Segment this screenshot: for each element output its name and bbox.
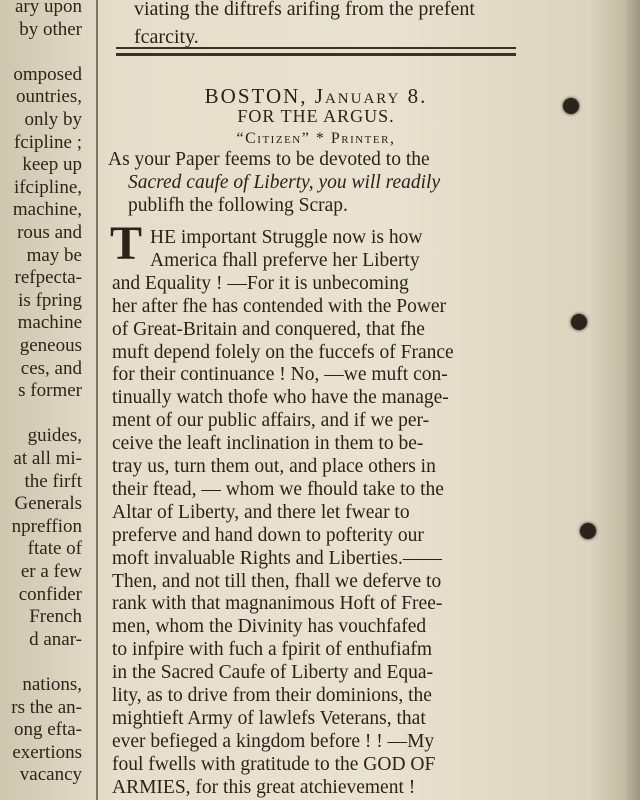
body-line: ment of our public affairs, and if we per- <box>112 410 430 432</box>
body-line: tinually watch thofe who have the manage- <box>112 387 449 409</box>
left-column-line: keep up <box>22 154 82 176</box>
intro-line-1: As your Paper feems to be devoted to the <box>108 149 430 170</box>
body-line: Altar of Liberty, and there let fwear to <box>112 501 410 523</box>
top-line-1: viating the diftrefs arifing from the prefent <box>134 0 475 20</box>
body-line: for their continuance ! No, —we muft con- <box>112 364 448 386</box>
left-column-line: ifcipline, <box>13 176 82 198</box>
left-column-line: npreffion <box>11 515 82 537</box>
left-column-line: Generals <box>14 493 82 515</box>
left-column-line: may be <box>26 244 82 266</box>
body-line: preferve and hand down to pofterity our <box>112 524 424 546</box>
left-column-line: French <box>29 606 82 628</box>
body-line: rank with that magnanimous Hoft of Free- <box>112 593 443 615</box>
left-column-line: nations, <box>22 674 82 695</box>
body-line: muft depend folely on the fuccefs of France <box>112 341 454 363</box>
page-edge-shadow <box>626 0 640 800</box>
left-column-line: er a few <box>20 561 82 582</box>
left-column-line: guides, <box>27 425 82 447</box>
dateline: BOSTON, January 8. <box>204 84 428 108</box>
section-rule <box>116 47 516 56</box>
left-column-line: geneous <box>19 335 82 356</box>
left-column-line: exertions <box>12 741 82 763</box>
left-column-line: machine, <box>12 199 82 221</box>
body-line: ever befieged a kingdom before ! ! —My <box>112 730 435 752</box>
left-column-line: rs the an- <box>11 696 82 718</box>
left-column-line: vacancy <box>19 764 82 786</box>
left-column-line: omposed <box>13 63 82 85</box>
body-line: ARMIES, for this great atchievement ! <box>112 776 416 798</box>
body-line: her after fhe has contended with the Power <box>112 295 447 317</box>
left-column-line: ary upon <box>14 0 82 17</box>
left-column-line: at all mi- <box>13 448 82 469</box>
left-column-line: machine <box>17 312 82 334</box>
body-line: lity, as to drive from their dominions, the <box>112 685 432 706</box>
left-column-line: ountries, <box>16 86 82 108</box>
left-column-line: s former <box>18 380 82 402</box>
salutation: “Citizen” * Printer, <box>236 130 396 147</box>
body-line: mightieft Army of lawlefs Veterans, that <box>112 707 426 729</box>
body-line: of Great-Britain and conquered, that fhe <box>112 318 425 340</box>
left-column-line: by other <box>19 18 82 40</box>
body-line: foul fwells with gratitude to the GOD OF <box>112 753 436 775</box>
left-column-line: ftate of <box>27 538 82 560</box>
left-column-line: d anar- <box>29 628 82 650</box>
left-column-line: only by <box>24 109 82 130</box>
left-column-line: ces, and <box>20 357 82 379</box>
drop-cap: T <box>110 217 143 270</box>
left-column-line: refpecta- <box>14 267 82 289</box>
left-column-line: fcipline ; <box>13 131 82 153</box>
left-column <box>0 0 88 800</box>
body-line: America fhall preferve her Liberty <box>150 249 420 271</box>
intro-line-2: Sacred caufe of Liberty, you will readily <box>128 172 441 193</box>
left-column-line: confider <box>18 583 82 605</box>
body-line: men, whom the Divinity has vouchfafed <box>112 616 427 638</box>
body-line: and Equality ! —For it is unbecoming <box>112 272 409 294</box>
body-line: in the Sacred Caufe of Liberty and Equa- <box>112 662 434 684</box>
body-line: Then, and not till then, fhall we deferve to <box>112 570 442 592</box>
body-line: ceive the leaft inclination in them to be- <box>112 433 424 455</box>
body-line: to infpire with fuch a fpirit of enthufiafm <box>112 639 433 661</box>
left-column-line: the firft <box>24 470 82 492</box>
for-line: FOR THE ARGUS. <box>237 106 395 126</box>
intro-line-3: publifh the following Scrap. <box>128 195 348 216</box>
body-line: moft invaluable Rights and Liberties.—— <box>112 547 442 569</box>
binding-hole-3 <box>580 523 596 539</box>
binding-hole-2 <box>571 314 587 330</box>
left-column-line: rous and <box>17 222 82 243</box>
top-line-2: fcarcity. <box>134 26 199 48</box>
main-column <box>106 0 526 800</box>
column-rule <box>96 0 98 800</box>
body-line: tray us, turn them out, and place others in <box>112 456 436 477</box>
body-line: HE important Struggle now is how <box>150 227 423 248</box>
left-column-line: is fpring <box>18 289 82 311</box>
left-column-line: ong efta- <box>13 719 82 741</box>
body-line: their ftead, — whom we fhould take to the <box>112 478 444 500</box>
binding-hole-1 <box>563 98 579 114</box>
